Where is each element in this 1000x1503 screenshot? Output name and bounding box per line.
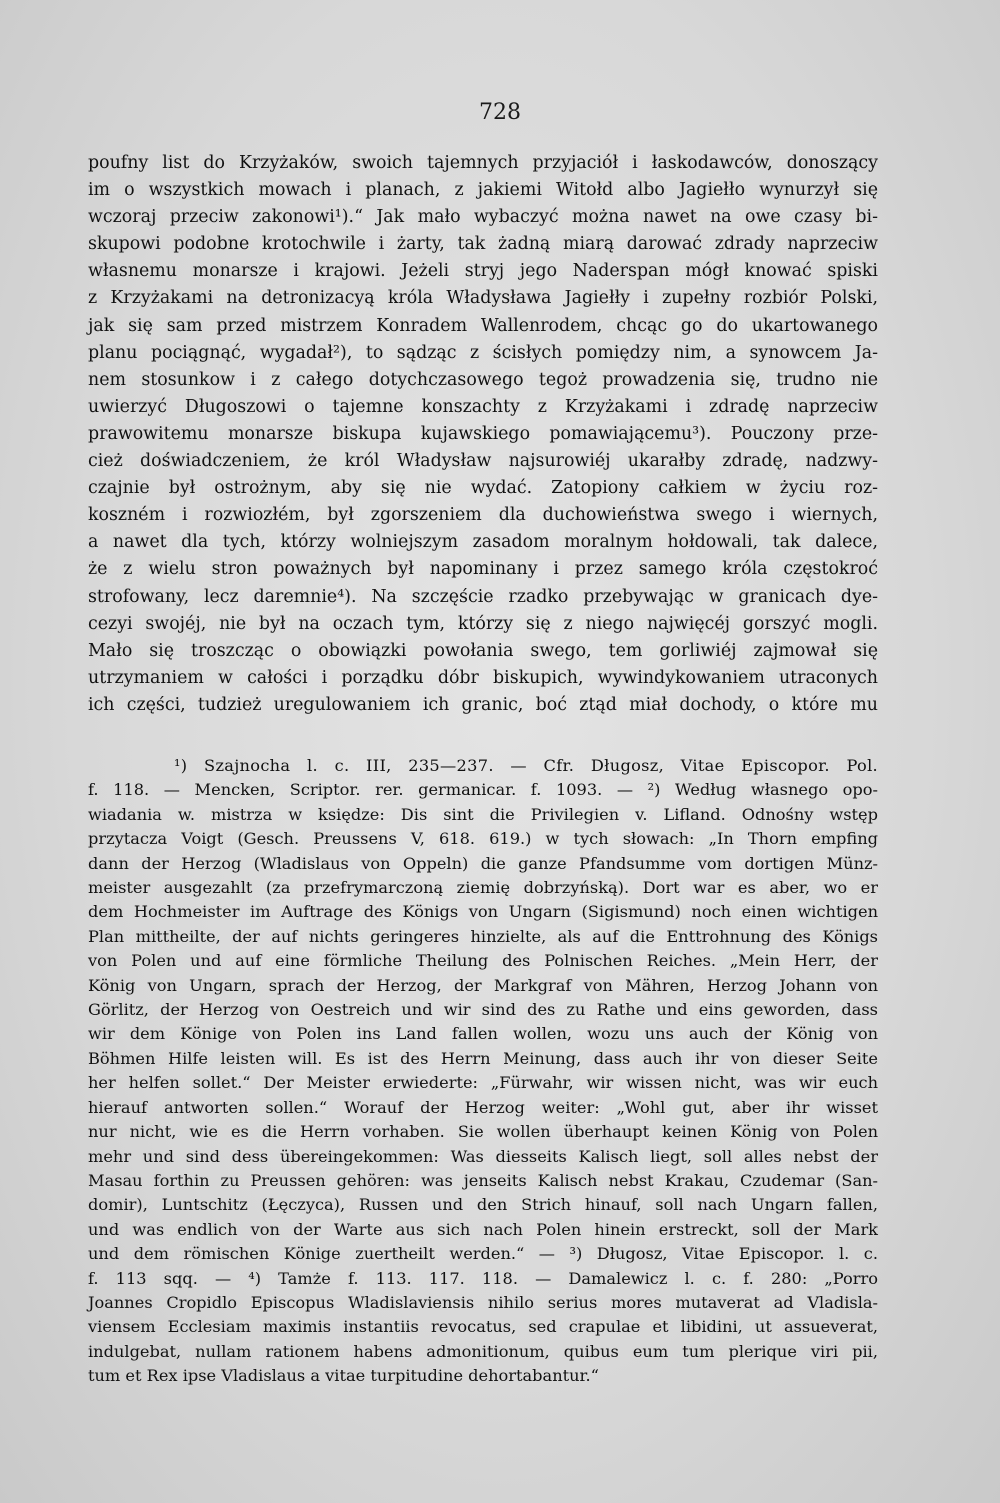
footnote-line: Böhmen Hilfe leisten will. Es ist des Herrn Meinung, dass auch ihr von dieser Seite (88, 1048, 878, 1068)
footnote-line: wiadania w. mistrza w księdze: Dis sint die Privilegien v. Lifland. Odnośny wstęp (88, 804, 878, 824)
footnote-line: indulgebat, nullam rationem habens admonitionum, quibus eum tum plerique viri pii, (88, 1341, 878, 1361)
footnote-line: Joannes Cropidlo Episcopus Wladislaviensis nihilo serius mores mutaverat ad Vladisla- (88, 1292, 878, 1312)
footnotes (88, 754, 878, 1389)
text-line: prawowitemu monarsze biskupa kujawskiego pomawiającemu³). Pouczony prze- (88, 423, 878, 444)
footnote-line: mehr und sind dess übereingekommen: Was diesseits Kalisch liegt, soll alles nebst der (88, 1146, 878, 1166)
text-line: że z wielu stron poważnych był napominany i przez samego króla częstokroć (88, 559, 878, 580)
footnote-line: und was endlich von der Warte aus sich nach Polen hinein erstreckt, soll der Mark (88, 1219, 878, 1239)
footnote-line: f. 113 sqq. — ⁴) Tamże f. 113. 117. 118. — Damalewicz l. c. f. 280: „Porro (88, 1268, 878, 1288)
footnote-line: f. 118. — Mencken, Scriptor. rer. germanicar. f. 1093. — ²) Według własnego opo- (88, 780, 878, 800)
text-line: im o wszystkich mowach i planach, z jakiemi Witołd albo Jagiełło wynurzył się (88, 180, 878, 201)
footnote-line: nur nicht, wie es die Herrn vorhaben. Sie wollen überhaupt keinen König von Polen (88, 1122, 878, 1142)
text-line: wczoraj przeciw zakonowi¹).“ Jak mało wybaczyć można nawet na owe czasy bi- (88, 207, 878, 228)
text-line: Mało się troszcząc o obowiązki powołania swego, tem gorliwiéj zajmował się (88, 640, 878, 661)
footnote-line: Plan mittheilte, der auf nichts geringeres hinzielte, als auf die Enttrohnung des Königs (88, 926, 878, 946)
footnote-line: Masau forthin zu Preussen gehören: was jenseits Kalisch nebst Krakau, Czudemar (San- (88, 1170, 878, 1190)
footnote-line: ¹) Szajnocha l. c. III, 235—237. — Cfr. Długosz, Vitae Episcopor. Pol. (174, 756, 878, 775)
footnote-line: viensem Ecclesiam maximis instantiis revocatus, sed crapulae et libidini, ut assueverat, (88, 1317, 878, 1337)
text-line: nem stosunkow i z całego dotychczasowego tegoż prowadzenia się, trudno nie (88, 369, 878, 390)
footnote-line: wir dem Könige von Polen ins Land fallen wollen, wozu uns auch der König von (88, 1024, 878, 1044)
footnote-line: domir), Luntschitz (Łęczyca), Russen und den Strich hinauf, soll nach Ungarn fallen, (88, 1195, 878, 1215)
footnote-line: her helfen sollet.“ Der Meister erwiederte: „Fürwahr, wir wissen nicht, was wir euch (88, 1073, 878, 1093)
text-line: strofowany, lecz daremnie⁴). Na szczęście rzadko przebywając w granicach dye- (88, 586, 878, 607)
text-line: a nawet dla tych, którzy wolniejszym zasadom moralnym hołdowali, tak dalece, (88, 532, 878, 553)
text-line: koszném i rozwiozłém, był zgorszeniem dla duchowieństwa swego i wiernych, (88, 505, 878, 526)
footnote-line: przytacza Voigt (Gesch. Preussens V, 618. 619.) w tych słowach: „In Thorn empfing (88, 829, 878, 849)
text-line: czajnie był ostrożnym, aby się nie wydać. Zatopiony całkiem w życiu roz- (88, 478, 878, 499)
footnote-line: und dem römischen Könige zuertheilt werden.“ — ³) Długosz, Vitae Episcopor. l. c. (88, 1244, 878, 1264)
text-line: utrzymaniem w całości i porządku dóbr biskupich, wywindykowaniem utraconych (88, 667, 878, 688)
footnote-line: dem Hochmeister im Auftrage des Königs von Ungarn (Sigismund) noch einen wichtigen (88, 902, 878, 922)
footnote-line: König von Ungarn, sprach der Herzog, der Markgraf von Mähren, Herzog Johann von (88, 975, 878, 995)
footnote-line: hierauf antworten sollen.“ Worauf der Herzog weiter: „Wohl gut, aber ihr wisset (88, 1097, 878, 1117)
text-line: z Krzyżakami na detronizacyą króla Władysława Jagiełły i zupełny rozbiór Polski, (88, 288, 878, 309)
text-line: ich części, tudzież uregulowaniem ich granic, boć ztąd miał dochody, o które mu (88, 694, 878, 715)
footnote-line: tum et Rex ipse Vladislaus a vitae turpitudine dehortabantur.“ (88, 1366, 599, 1386)
footnote-line: dann der Herzog (Wladislaus von Oppeln) die ganze Pfandsumme vom dortigen Münz- (88, 853, 878, 873)
page-number: 728 (479, 100, 521, 125)
text-line: uwierzyć Długoszowi o tajemne konszachty z Krzyżakami i zdradę naprzeciw (88, 396, 878, 417)
text-line: cież doświadczeniem, że król Władysław najsurowiéj ukarałby zdradę, nadzwy- (88, 451, 878, 472)
footnote-line: meister ausgezahlt (za przefrymarczoną ziemię dobrzyńską). Dort war es aber, wo er (88, 878, 878, 898)
footnote-line: Görlitz, der Herzog von Oestreich und wir sind des zu Rathe und eins geworden, dass (88, 1000, 878, 1020)
text-line: planu pociągnąć, wygadał²), to sądząc z ścisłych pomiędzy nim, a synowcem Ja- (88, 342, 878, 363)
footnote-line: von Polen und auf eine förmliche Theilung des Polnischen Reiches. „Mein Herr, der (88, 951, 878, 971)
text-line: poufny list do Krzyżaków, swoich tajemnych przyjaciół i łaskodawców, donoszący (88, 153, 878, 173)
main-text (88, 150, 878, 719)
text-line: jak się sam przed mistrzem Konradem Wallenrodem, chcąc go do ukartowanego (88, 315, 878, 336)
text-line: skupowi podobne krotochwile i żarty, tak żadną miarą darować zdrady naprzeciw (88, 234, 878, 255)
text-line: własnemu monarsze i krajowi. Jeżeli stryj jego Naderspan mógł knować spiski (88, 261, 878, 282)
text-line: cezyi swojéj, nie był na oczach tym, którzy się z niego najwięcéj gorszyć mogli. (88, 613, 878, 634)
